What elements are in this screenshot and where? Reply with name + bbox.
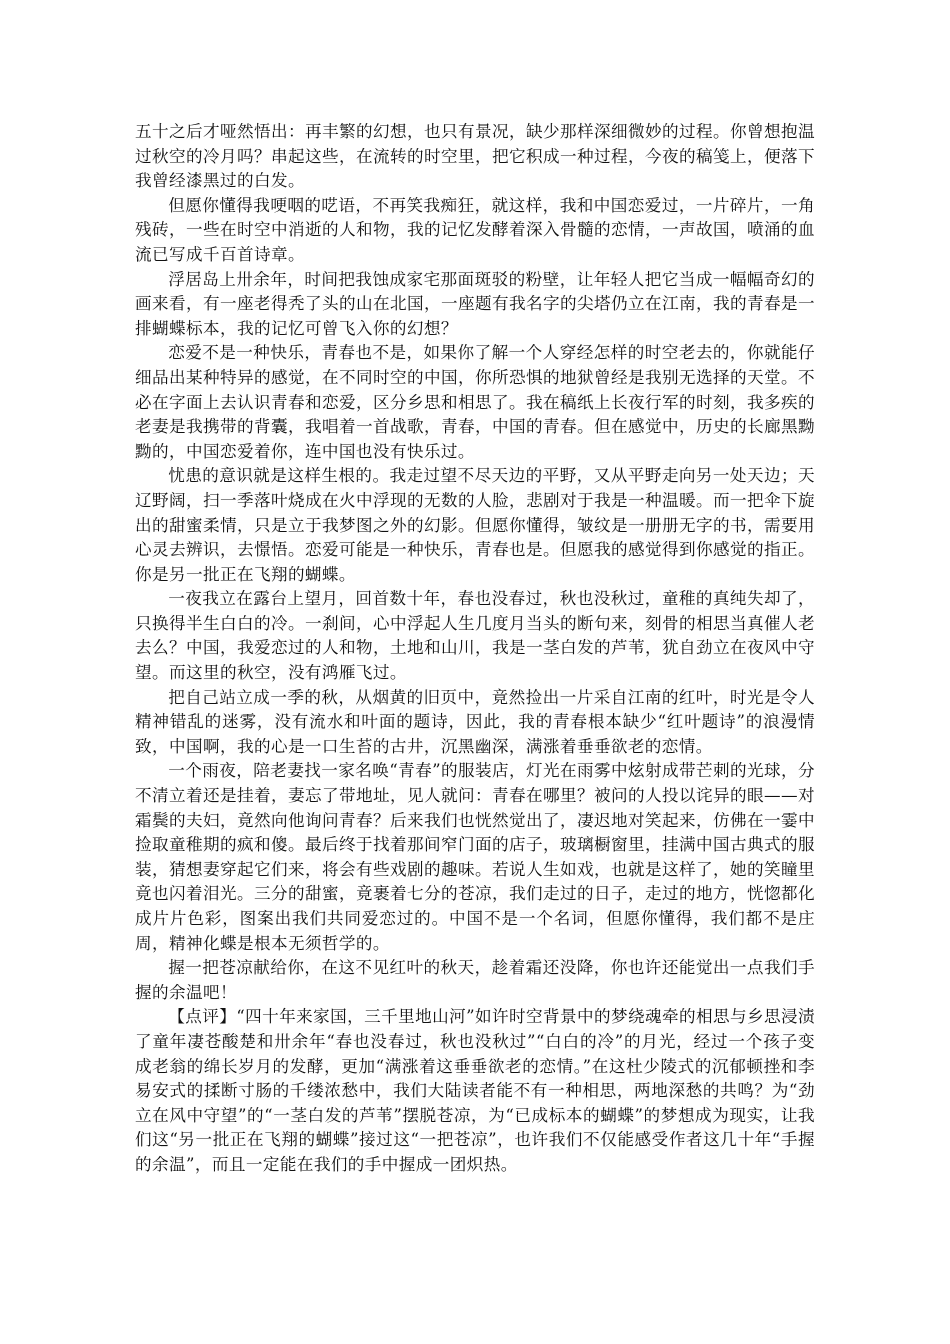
commentary-paragraph: 【点评】“四十年来家国，三千里地山河”如许时空背景中的梦绕魂牵的相思与乡思浸渍了童年凄苍酸楚和卅余年“春也没春过，秋也没秋过”“白白的冷”的月光，经过一个孩子变成老翁的绵长岁月的发酵，更加“满涨着这垂垂欲老的恋情。”在这杜少陵式的沉郁顿挫和李易安式的揉断寸肠的千缕浓愁中，我们大陆读者能不有一种相思，两地深愁的共鸣？为“劲立在风中守望”的“一茎白发的芦苇”摆脱苍凉，为“已成标本的蝴蝶”的梦想成为现实，让我们这“另一批正在飞翔的蝴蝶”接过这“一把苍凉”，也许我们不仅能感受作者这几十年“手握的余温”，而且一定能在我们的手中握成一团炽热。 bbox=[135, 1007, 815, 1174]
paragraph-continuation: 五十之后才哑然悟出：再丰繁的幻想，也只有景况，缺少那样深细微妙的过程。你曾想抱温过秋空的冷月吗？串起这些，在流转的时空里，把它积成一种过程，今夜的稿笺上，便落下我曾经漆黑过的白发。 bbox=[135, 122, 815, 191]
paragraph-2: 但愿你懂得我哽咽的呓语，不再笑我痴狂，就这样，我和中国恋爱过，一片碎片，一角残砖，一些在时空中消逝的人和物，我的记忆发酵着深入骨髓的恋情，一声故国，喷涌的血流已写成千百首诗章。 bbox=[135, 195, 815, 264]
document-page bbox=[135, 120, 815, 1178]
paragraph-6: 一夜我立在露台上望月，回首数十年，春也没春过，秋也没秋过，童稚的真纯失却了，只换得半生白白的冷。一刹间，心中浮起人生几度月当头的断句来，刻骨的相思当真催人老去么？中国，我爱恋过的人和物，土地和山川，我是一茎白发的芦苇，犹自劲立在夜风中守望。而这里的秋空，没有鸿雁飞过。 bbox=[135, 589, 815, 683]
paragraph-7: 把自己站立成一季的秋，从烟黄的旧页中，竟然捡出一片采自江南的红叶，时光是令人精神错乱的迷雾，没有流水和叶面的题诗，因此，我的青春根本缺少“红叶题诗”的浪漫情致，中国啊，我的心是一口生苔的古井，沉黑幽深，满涨着垂垂欲老的恋情。 bbox=[135, 687, 815, 756]
paragraph-5: 忧患的意识就是这样生根的。我走过望不尽天边的平野，又从平野走向另一处天边；天辽野阔，扫一季落叶烧成在火中浮现的无数的人脸，悲剧对于我是一种温暖。而一把伞下旋出的甜蜜柔情，只是立于我梦图之外的幻影。但愿你懂得，皱纹是一册册无字的书，需要用心灵去辨识，去憬悟。恋爱可能是一种快乐，青春也是。但愿我的感觉得到你感觉的指正。你是另一批正在飞翔的蝴蝶。 bbox=[135, 466, 815, 584]
paragraph-3: 浮居岛上卅余年，时间把我蚀成家宅那面斑驳的粉壁，让年轻人把它当成一幅幅奇幻的画来看，有一座老得秃了头的山在北国，一座题有我名字的尖塔仍立在江南，我的青春是一排蝴蝶标本，我的记忆可曾飞入你的幻想？ bbox=[135, 269, 815, 338]
paragraph-8: 一个雨夜，陪老妻找一家名唤“青春”的服装店，灯光在雨雾中炫射成带芒刺的光球，分不清立着还是挂着，妻忘了带地址，见人就问：青春在哪里？被问的人投以诧异的眼——对霜鬓的夫妇，竟然向他询问青春？后来我们也恍然觉出了，凄迟地对笑起来，仿佛在一霎中捡取童稚期的疯和傻。最后终于找着那间窄门面的店子，玻璃橱窗里，挂满中国古典式的服装，猜想妻穿起它们来，将会有些戏剧的趣味。若说人生如戏，也就是这样了，她的笑瞳里竟也闪着泪光。三分的甜蜜，竟裹着七分的苍凉，我们走过的日子，走过的地方，恍惚都化成片片色彩，图案出我们共同爱恋过的。中国不是一个名词，但愿你懂得，我们都不是庄周，精神化蝶是根本无须哲学的。 bbox=[135, 761, 815, 953]
paragraph-4: 恋爱不是一种快乐，青春也不是，如果你了解一个人穿经怎样的时空老去的，你就能仔细品出某种特异的感觉，在不同时空的中国，你所恐惧的地狱曾经是我别无选择的天堂。不必在字面上去认识青春和恋爱，区分乡思和相思了。我在稿纸上长夜行军的时刻，我多疾的老妻是我携带的背囊，我唱着一首战歌，青春，中国的青春。但在感觉中，历史的长廊黑黝黝的，中国恋爱着你，连中国也没有快乐过。 bbox=[135, 343, 815, 461]
paragraph-9: 握一把苍凉献给你，在这不见红叶的秋天，趁着霜还没降，你也许还能觉出一点我们手握的余温吧！ bbox=[135, 958, 815, 1002]
